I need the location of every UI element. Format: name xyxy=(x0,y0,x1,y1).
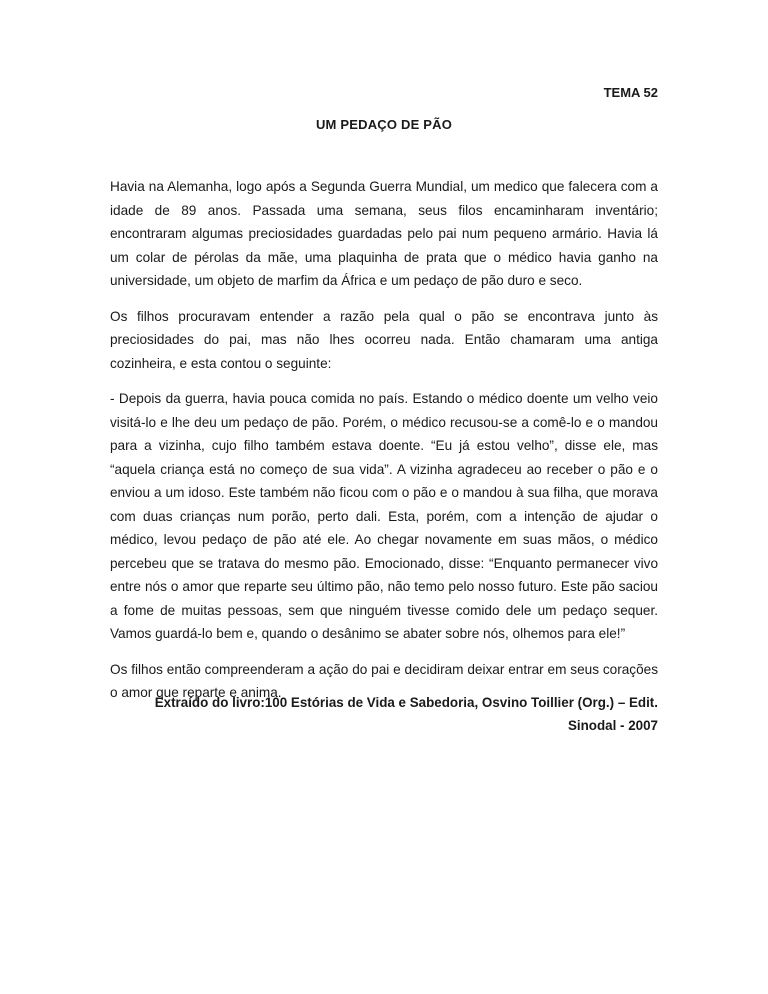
source-line-2: Sinodal - 2007 xyxy=(567,718,658,733)
source-line-1: Extraído do livro:100 Estórias de Vida e Sabedoria, Osvino Toillier (Org.) – Edit. xyxy=(154,695,658,710)
paragraph-1: Havia na Alemanha, logo após a Segunda Guerra Mundial, um medico que falecera com a idade de 89 anos. Passada uma semana, seus filos encaminharam inventário; encontraram algumas preciosidades guardadas pelo pai num pequeno armário. Havia lá um colar de pérolas da mãe, uma plaquinha de prata que o médico havia ganho na universidade, um objeto de marfim da África e um pedaço de pão duro e seco. xyxy=(110,179,658,288)
paragraph-4: Os filhos então compreenderam a ação do pai e decidiram deixar entrar em seus corações o amor que reparte e anima. xyxy=(110,661,658,700)
document-title: UM PEDAÇO DE PÃO xyxy=(315,117,453,132)
source-citation xyxy=(110,691,658,737)
paragraph-2: Os filhos procuravam entender a razão pela qual o pão se encontrava junto às preciosidades do pai, mas não lhes ocorreu nada. Então chamaram uma antiga cozinheira, e esta contou o seguinte: xyxy=(110,308,658,371)
story-body xyxy=(110,175,658,717)
paragraph-3: - Depois da guerra, havia pouca comida no país. Estando o médico doente um velho veio visitá-lo e lhe deu um pedaço de pão. Porém, o médico recusou-se a comê-lo e o mandou para a vizinha, cujo filho também estava doente. “Eu já estou velho”, disse ele, mas “aquela criança está no começo de sua vida”. A vizinha agradeceu ao receber o pão e o enviou a um idoso. Este também não ficou com o pão e o mandou à sua filha, que morava com duas crianças num porão, perto dali. Esta, porém, com a intenção de ajudar o médico, levou pedaço de pão até ele. Ao chegar novamente em suas mãos, o médico percebeu que se tratava do mesmo pão. Emocionado, disse: “Enquanto permanecer vivo entre nós o amor que reparte seu último pão, não temo pelo nosso futuro. Este pão saciou a fome de muitas pessoas, sem que ninguém tivesse comido dele um pedaço sequer. Vamos guardá-lo bem e, quando o desânimo se abater sobre nós, olhemos para ele!” xyxy=(110,391,658,641)
tema-label: TEMA 52 xyxy=(603,85,658,100)
